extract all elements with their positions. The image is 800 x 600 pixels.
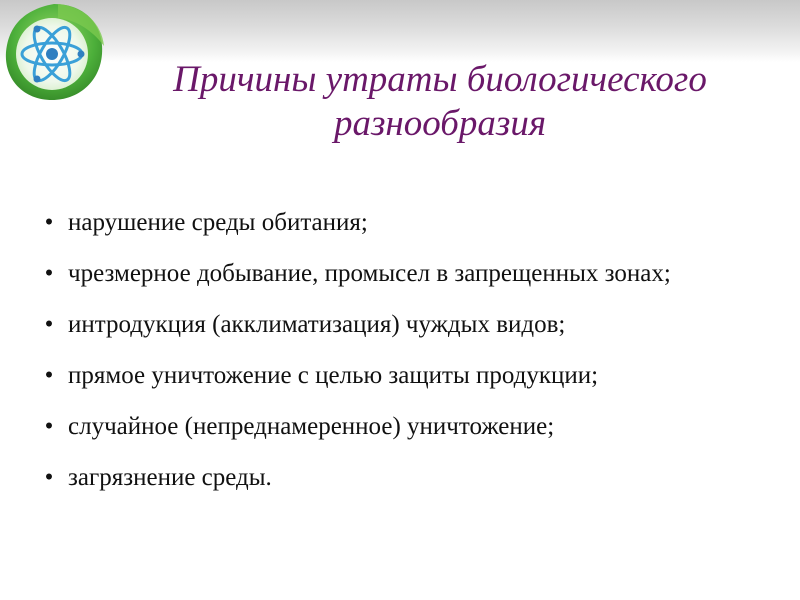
bullet-item xyxy=(40,259,760,289)
bullet-item xyxy=(40,310,760,340)
slide-title xyxy=(100,58,780,146)
bullet-text: нарушение среды обитания; xyxy=(68,209,368,236)
bullet-item xyxy=(40,208,760,238)
bullet-dot: • xyxy=(44,209,54,236)
bullet-text: чрезмерное добывание, промысел в запрещенных зонах; xyxy=(68,260,671,287)
bullet-list xyxy=(40,208,760,514)
bullet-item xyxy=(40,412,760,442)
slide-title-line-2: разнообразия xyxy=(333,103,547,144)
bullet-text: прямое уничтожение с целью защиты продукции; xyxy=(68,362,599,389)
bullet-item xyxy=(40,361,760,391)
slide-title-line-1: Причины утраты биологического xyxy=(173,59,707,100)
bullet-dot: • xyxy=(44,311,54,338)
bullet-dot: • xyxy=(44,464,54,491)
bullet-text: загрязнение среды. xyxy=(68,464,272,491)
header-band xyxy=(0,0,800,62)
bullet-dot: • xyxy=(44,362,54,389)
bullet-dot: • xyxy=(44,413,54,440)
bullet-item xyxy=(40,463,760,493)
bullet-text: случайное (непреднамеренное) уничтожение; xyxy=(68,413,555,440)
bullet-text: интродукция (акклиматизация) чуждых видов; xyxy=(68,311,566,338)
bullet-dot: • xyxy=(44,260,54,287)
atom-leaf-logo-icon xyxy=(0,0,108,104)
